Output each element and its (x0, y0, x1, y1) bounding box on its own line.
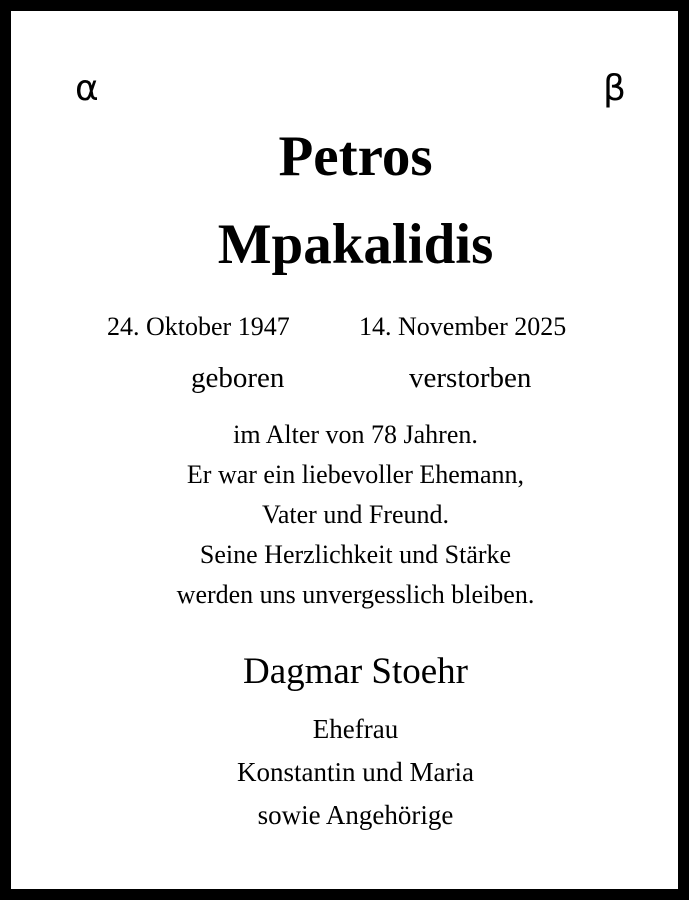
birth-label: geboren (191, 362, 285, 394)
birth-date: 24. Oktober 1947 (107, 312, 290, 341)
tribute-line: werden uns unvergesslich bleiben. (176, 580, 535, 609)
tribute-text (11, 415, 689, 615)
signer-name: Dagmar Stoehr (242, 651, 469, 692)
mourner-line: sowie Angehörige (257, 800, 454, 830)
mourner-line: Ehefrau (312, 714, 399, 744)
death-date: 14. November 2025 (359, 312, 567, 341)
mourners-list (11, 708, 689, 837)
tribute-line: im Alter von 78 Jahren. (233, 420, 478, 449)
mourner-line: Konstantin und Maria (237, 757, 474, 787)
deceased-first-name: Petros (278, 125, 433, 188)
alpha-symbol: α (75, 68, 99, 109)
beta-symbol: β (603, 68, 626, 109)
death-label: verstorben (409, 362, 532, 394)
deceased-last-name: Mpakalidis (217, 213, 494, 276)
tribute-line: Er war ein liebevoller Ehemann, (186, 460, 525, 489)
tribute-line: Vater und Freund. (261, 500, 449, 529)
tribute-line: Seine Herzlichkeit und Stärke (199, 540, 512, 569)
